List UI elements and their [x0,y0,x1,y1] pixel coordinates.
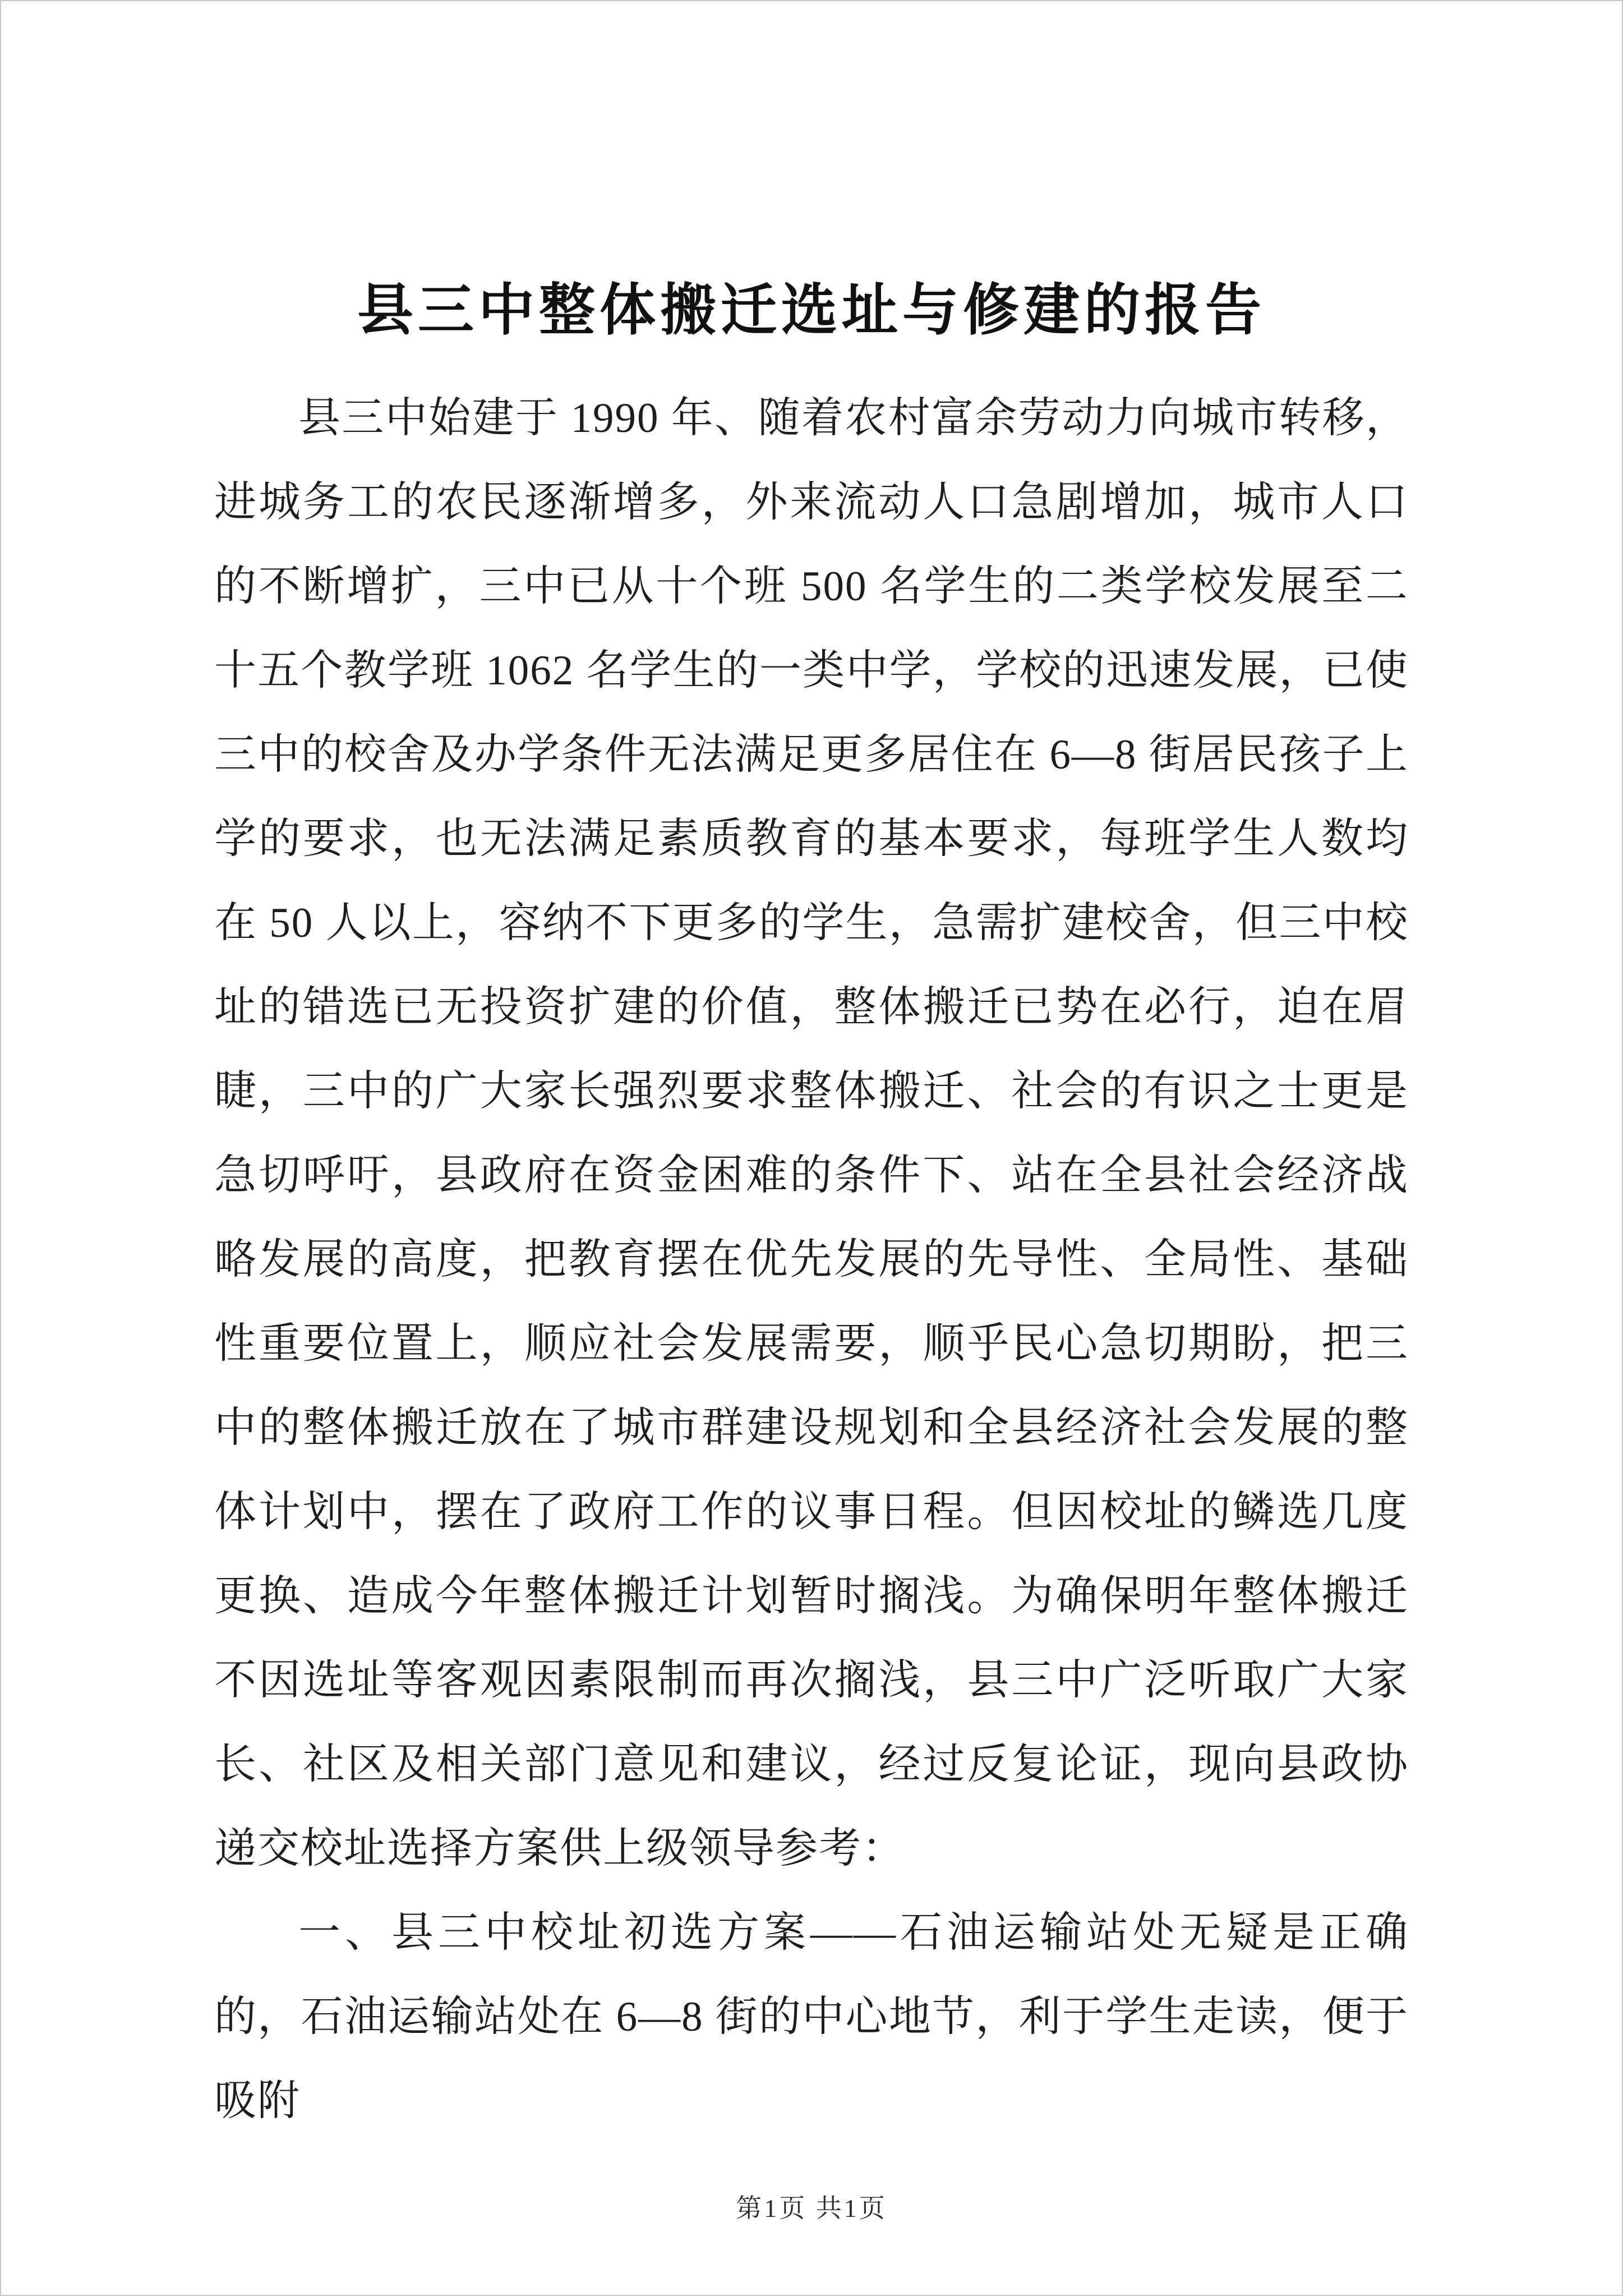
paragraph-2: 一、县三中校址初选方案——石油运输站处无疑是正确的，石油运输站处在 6—8 街的中心地节，利于学生走读，便于吸附 [214,1910,1409,2124]
page-number-footer: 第1页 共1页 [736,2194,887,2223]
paragraph-1: 县三中始建于 1990 年、随着农村富余劳动力向城市转移，进城务工的农民逐渐增多，外来流动人口急剧增加，城市人口的不断增扩，三中已从十个班 500 名学生的二类学校发展至二十五个教学班 1062 名学生的一类中学，学校的迅速发展，已使三中的校舍及办学条件无法满足更多居住在 6—8 街居民孩子上学的要求，也无法满足素质教育的基本要求，每班学生人数均在 50 人以上，容纳不下更多的学生，急需扩建校舍，但三中校址的错选已无投资扩建的价值，整体搬迁已势在必行，迫在眉睫，三中的广大家长强烈要求整体搬迁、社会的有识之士更是急切呼吁，县政府在资金困难的条件下、站在全县社会经济战略发展的高度，把教育摆在优先发展的先导性、全局性、基础性重要位置上，顺应社会发展需要，顺乎民心急切期盼，把三中的整体搬迁放在了城市群建设规划和全县经济社会发展的整体计划中，摆在了政府工作的议事日程。但因校址的鳞选几度更换、造成今年整体搬迁计划暂时搁浅。为确保明年整体搬迁不因选址等客观因素限制而再次搁浅，县三中广泛听取广大家长、社区及相关部门意见和建议，经过反复论证，现向县政协递交校址选择方案供上级领导参考： [214,395,1409,1872]
document-title: 县三中整体搬迁选址与修建的报告 [357,279,1266,342]
